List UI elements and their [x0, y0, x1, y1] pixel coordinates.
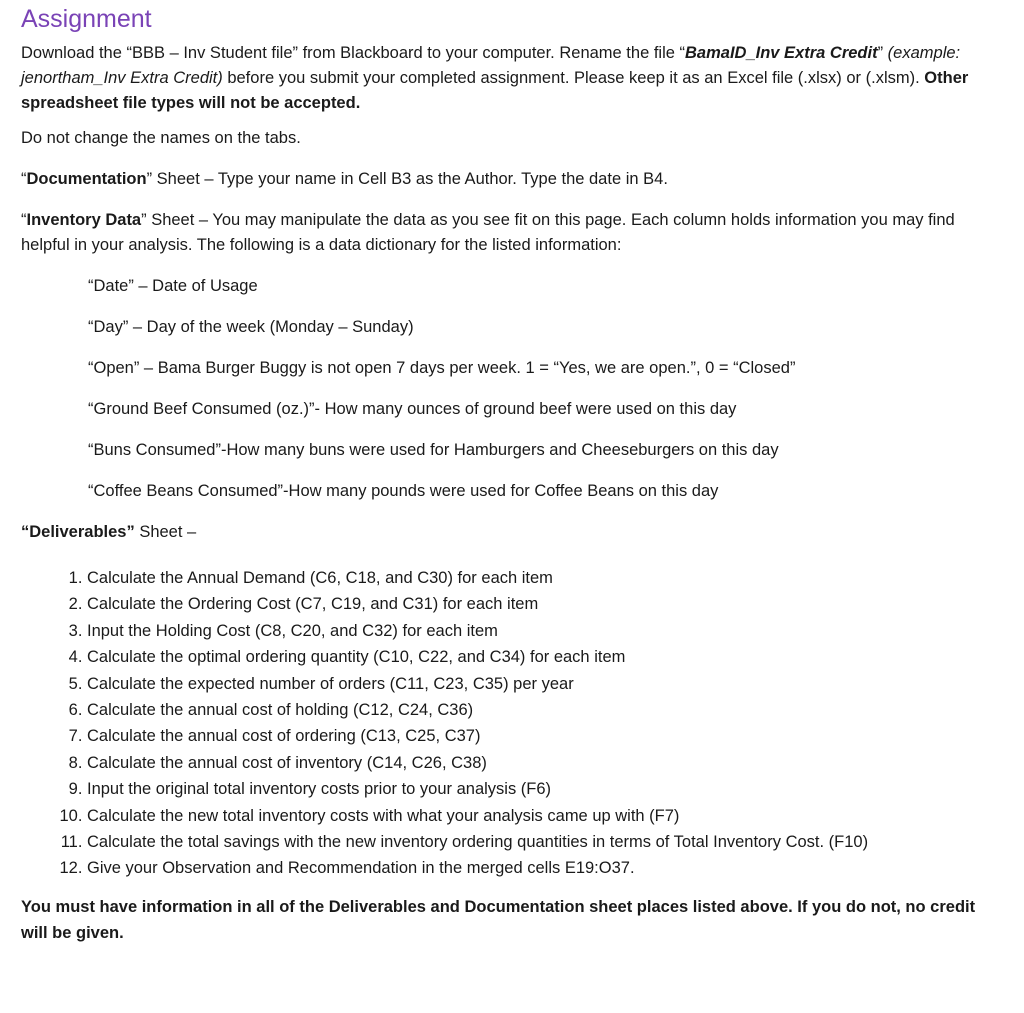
inventory-quote: “: [21, 211, 27, 229]
list-item: 12. Give your Observation and Recommendation in the merged cells E19:O37.: [87, 855, 1004, 881]
inventory-instructions: ” Sheet – You may manipulate the data as you see fit on this page. Each column holds information you may find helpful in your analysis. The following is a data dictionary for the listed information:: [21, 211, 955, 254]
list-item: 5. Calculate the expected number of orders (C11, C23, C35) per year: [87, 671, 1004, 697]
deliverables-sheet-name: “Deliverables”: [21, 523, 135, 541]
list-item: 10. Calculate the new total inventory costs with what your analysis came up with (F7): [87, 803, 1004, 829]
deliverables-list: [21, 565, 1004, 882]
list-item: 8. Calculate the annual cost of inventory (C14, C26, C38): [87, 750, 1004, 776]
dictionary-item: “Date” – Date of Usage: [88, 277, 258, 295]
list-item: 11. Calculate the total savings with the new inventory ordering quantities in terms of Total Inventory Cost. (F10): [87, 829, 1004, 855]
list-item: 3. Input the Holding Cost (C8, C20, and C32) for each item: [87, 618, 1004, 644]
intro-text-2: ”: [877, 44, 888, 62]
documentation-instructions: ” Sheet – Type your name in Cell B3 as the Author. Type the date in B4.: [146, 170, 668, 188]
dictionary-item: “Buns Consumed”-How many buns were used for Hamburgers and Cheeseburgers on this day: [88, 441, 779, 459]
filename-text: BamaID_Inv Extra Credit: [685, 44, 878, 62]
list-item: 6. Calculate the annual cost of holding (C12, C24, C36): [87, 697, 1004, 723]
dictionary-item: “Ground Beef Consumed (oz.)”- How many ounces of ground beef were used on this day: [88, 400, 737, 418]
dictionary-item: “Day” – Day of the week (Monday – Sunday): [88, 318, 414, 336]
data-dictionary: [88, 274, 1004, 504]
page-title: Assignment: [21, 5, 152, 33]
documentation-quote: “: [21, 170, 27, 188]
tabs-note: Do not change the names on the tabs.: [21, 129, 301, 147]
documentation-sheet-name: Documentation: [26, 170, 147, 188]
deliverables-heading: [21, 520, 1004, 545]
list-item: 4. Calculate the optimal ordering quantity (C10, C22, and C34) for each item: [87, 644, 1004, 670]
inventory-sheet-name: Inventory Data: [26, 211, 142, 229]
list-item: 7. Calculate the annual cost of ordering (C13, C25, C37): [87, 723, 1004, 749]
final-note: You must have information in all of the Deliverables and Documentation sheet places listed above. If you do not, no credit will be given.: [21, 897, 976, 942]
list-item: 1. Calculate the Annual Demand (C6, C18, and C30) for each item: [87, 565, 1004, 591]
example-text: (example: jenortham_Inv Extra Credit): [21, 44, 961, 87]
list-item: 9. Input the original total inventory costs prior to your analysis (F6): [87, 776, 1004, 802]
intro-text-3: before you submit your completed assignment. Please keep it as an Excel file (.xlsx) or (.xlsm).: [222, 69, 925, 87]
dictionary-item: “Coffee Beans Consumed”-How many pounds were used for Coffee Beans on this day: [88, 482, 719, 500]
intro-paragraph: [21, 41, 1004, 116]
list-item: 2. Calculate the Ordering Cost (C7, C19, and C31) for each item: [87, 591, 1004, 617]
file-type-warning: Other spreadsheet file types will not be accepted.: [21, 69, 969, 112]
intro-text-1: Download the “BBB – Inv Student file” from Blackboard to your computer. Rename the file “: [21, 44, 685, 62]
deliverables-dash: Sheet –: [134, 523, 197, 541]
inventory-paragraph: [21, 208, 1004, 258]
dictionary-item: “Open” – Bama Burger Buggy is not open 7 days per week. 1 = “Yes, we are open.”, 0 = “Closed”: [88, 359, 796, 377]
documentation-paragraph: [21, 167, 1004, 192]
